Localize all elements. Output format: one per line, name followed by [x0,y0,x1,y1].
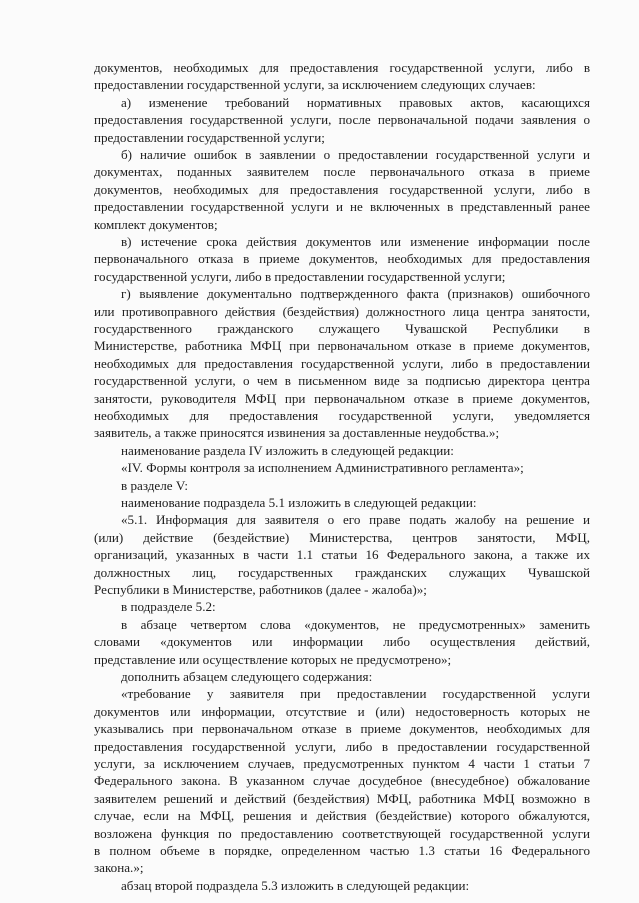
text-line: «5.1. Информация для заявителя о его праве подать жалобу на решение и [121,512,590,528]
text-line: возложена функция по предоставлению соответствующей государственной услуги [94,825,590,841]
text-line: наименование раздела IV изложить в следующей редакции: [121,442,454,458]
text-line: комплект документов; [94,216,218,232]
text-line: заявителем решений и действий (бездействия) МФЦ, работника МФЦ возможно в [94,790,590,806]
text-line: документах, поданных заявителем после первоначального отказа в приеме [94,164,590,180]
text-line: предоставлении государственной услуги; [94,129,325,145]
text-line: предоставлении государственной услуги и не включенных в представленный ранее [94,199,590,215]
text-line: Федерального закона. В указанном случае досудебное (внесудебное) обжалование [94,773,590,789]
text-line: указывались при первоначальном отказе в приеме документов, необходимых для [94,721,590,737]
text-line: «IV. Формы контроля за исполнением Административного регламента»; [121,460,524,476]
text-line: закона.»; [94,860,144,876]
text-line: государственного гражданского служащего Чувашской Республики в [94,321,590,336]
text-line: предоставления государственной услуги, либо в предоставлении государственной [94,738,590,754]
text-line: должностных лиц, государственных гражданских служащих Чувашской [94,564,590,580]
text-line: в подразделе 5.2: [121,599,216,615]
text-line: или противоправного действия (бездействия) должностного лица центра занятости, [94,303,590,319]
text-line: документов, необходимых для предоставления государственной услуги, либо в [94,181,590,197]
text-line: наименование подраздела 5.1 изложить в следующей редакции: [121,495,477,510]
text-line: Министерстве, работника МФЦ при первоначальном отказе в приеме документов, [94,338,590,354]
text-line: «требование у заявителя при предоставлении государственной услуги [121,686,590,702]
text-line: (или) действие (бездействие) Министерства, центров занятости, МФЦ, [94,529,590,545]
text-line: документов или информации, отсутствие и (или) недостоверность которых не [94,703,590,719]
text-line: в абзаце четвертом слова «документов, не предусмотренных» заменить [121,616,590,632]
text-line: предоставлении государственной услуги, за исключением следующих случаев: [94,77,536,93]
text-line: документов, необходимых для предоставления государственной услуги, либо в [94,60,590,75]
text-line: предоставления государственной услуги, после первоначальной подачи заявления о [94,112,590,128]
text-line: словами «документов или информации либо осуществления действий, [94,634,590,650]
text-line: государственной услуги, о чем в письменном виде за подписью директора центра [94,373,590,389]
text-line: первоначального отказа в приеме документов, необходимых для предоставления [94,251,590,267]
text-line: случае, если на МФЦ, решения и действия (бездействие) которого обжалуются, [94,808,590,824]
text-line: заявитель, а также приносятся извинения за доставленные неудобства.»; [94,425,500,441]
text-line: Республики в Министерстве, работников (далее - жалоба)»; [94,582,427,597]
text-line: б) наличие ошибок в заявлении о предоставлении государственной услуги и [121,147,590,162]
text-line: необходимых для предоставления государственной услуги, уведомляется [94,408,590,423]
text-line: в) истечение срока действия документов или изменение информации после [121,234,590,249]
text-line: г) выявление документально подтвержденного факта (признаков) ошибочного [121,286,590,302]
text-line: а) изменение требований нормативных правовых актов, касающихся [121,94,590,110]
text-line: представление или осуществление которых не предусмотрено»; [94,651,452,667]
text-line: в разделе V: [121,477,188,493]
text-line: занятости, руководителя МФЦ при первоначальном отказе в приеме документов, [94,390,590,406]
text-line: необходимых для предоставления государственной услуги, либо в предоставлении [94,355,590,371]
text-line: дополнить абзацем следующего содержания: [121,669,373,684]
text-line: услуги, за исключением случаев, предусмотренных пунктом 4 части 1 статьи 7 [94,756,590,771]
text-line: в полном объеме в порядке, определенном частью 1.3 статьи 16 Федерального [94,843,590,858]
text-line: абзац второй подраздела 5.3 изложить в следующей редакции: [121,877,470,893]
text-line: государственной услуги, либо в предоставлении государственной услуги; [94,268,506,284]
text-line: организаций, указанных в части 1.1 статьи 16 Федерального закона, а также их [94,547,590,563]
